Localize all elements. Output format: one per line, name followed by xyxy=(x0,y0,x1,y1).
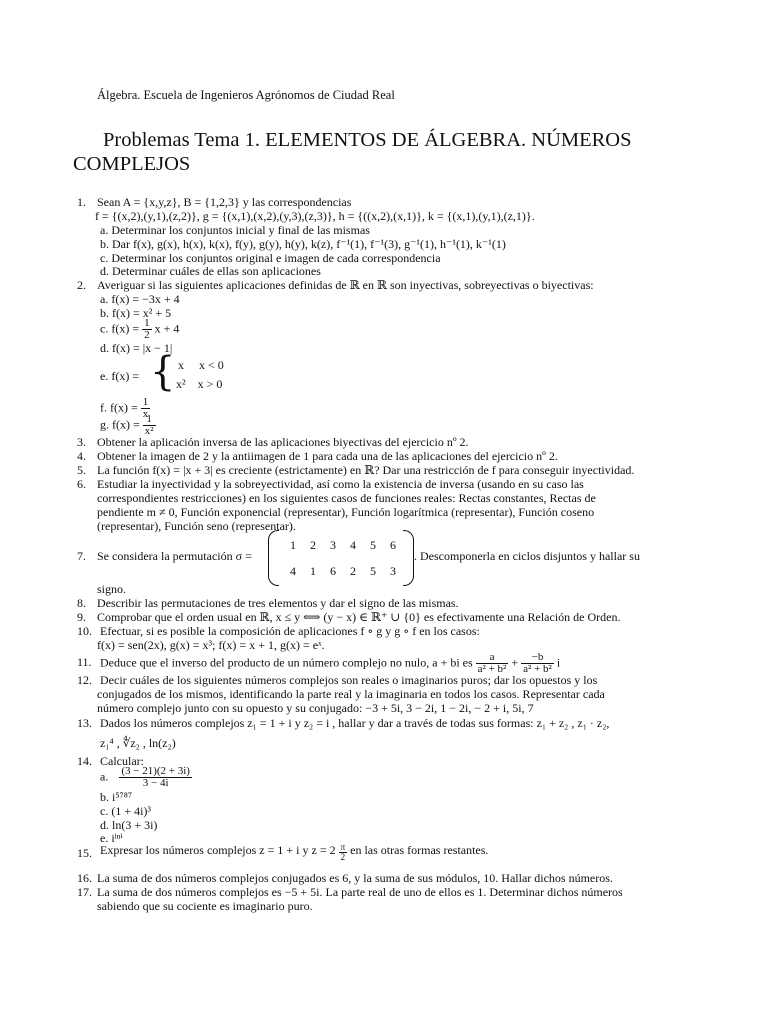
left-brace-icon: { xyxy=(150,349,176,395)
problem-6-line-1: Estudiar la inyectividad y la sobreyectividad, así como la existencia de inversa (usando en su caso las xyxy=(97,477,584,491)
problem-2-g: g. f(x) = $\frac{1}{\text{x²}}$ xyxy=(100,413,154,437)
title-line-2: COMPLEJOS xyxy=(73,153,191,175)
fraction: $\frac{a}{\text{a² + b²}}$ xyxy=(477,651,507,675)
problem-11-number: 11. xyxy=(77,655,92,669)
fraction: $\frac{1}{2}$ xyxy=(144,317,150,341)
problem-12-line-2: conjugados de los mismos, identificando la parte real y la imaginaria en todos los casos. Representar cada xyxy=(97,687,605,701)
problem-4-text: Obtener la imagen de 2 y la antiimagen de 1 para cada una de las aplicaciones del ejercicio nº 2. xyxy=(97,449,558,463)
problem-8-number: 8. xyxy=(77,596,86,610)
problem-2-c: c. f(x) = $\frac{1}{2}$ x + 4 xyxy=(100,317,180,341)
problem-3-text: Obtener la aplicación inversa de las aplicaciones biyectivas del ejercicio nº 2. xyxy=(97,435,469,449)
problem-10-text: Efectuar, si es posible la composición de aplicaciones f ∘ g y g ∘ f en los casos: xyxy=(100,624,480,638)
problem-4-number: 4. xyxy=(77,449,86,463)
problem-9-number: 9. xyxy=(77,610,86,624)
problem-17-line-2: sabiendo que su cociente es imaginario puro. xyxy=(97,899,313,913)
problem-7-number: 7. xyxy=(77,549,86,563)
problem-14-e: e. iˡⁿⁱ xyxy=(100,831,123,845)
problem-7-post: . Descomponerla en ciclos disjuntos y hallar su xyxy=(414,549,640,563)
piecewise-case-2: x² x > 0 xyxy=(176,377,223,391)
piecewise-function xyxy=(150,349,240,396)
problem-1-number: 1. xyxy=(77,195,86,209)
permutation-matrix xyxy=(268,530,414,584)
problem-14-c: c. (1 + 4i)³ xyxy=(100,804,152,818)
problem-2-d: d. f(x) = |x − 1| xyxy=(100,341,173,355)
problem-13-number: 13. xyxy=(77,716,92,730)
problem-15-number: 15. xyxy=(77,846,92,860)
problem-1-b: b. Dar f(x), g(x), h(x), k(x), f(y), g(y), h(y), k(z), f⁻¹(1), f⁻¹(3), g⁻¹(1), h⁻¹(1), k⁻¹(1) xyxy=(100,237,506,251)
problem-16-text: La suma de dos números complejos conjugados es 6, y la suma de sus módulos, 10. Hallar dichos números. xyxy=(97,871,613,885)
problem-2-intro: Averiguar si las siguientes aplicaciones definidas de ℝ en ℝ son inyectivas, sobreyectivas o biyectivas: xyxy=(97,278,594,292)
permutation-row-1: 1 2 3 4 5 6 xyxy=(290,538,397,552)
fraction: $\frac{-b}{\text{a² + b²}}$ xyxy=(523,651,552,675)
problem-1-intro: Sean A = {x,y,z}, B = {1,2,3} y las correspondencias xyxy=(97,195,352,209)
title-line-1: Problemas Tema 1. ELEMENTOS DE ÁLGEBRA. NÚMEROS xyxy=(103,129,632,151)
page-title xyxy=(73,128,713,176)
problem-17-line-1: La suma de dos números complejos es −5 + 5i. La parte real de uno de ellos es 1. Determinar dichos números xyxy=(97,885,623,899)
problem-6-number: 6. xyxy=(77,477,86,491)
fraction: $\frac{1}{x}$ xyxy=(142,396,149,420)
fraction: $\frac{1}{\text{x²}}$ xyxy=(144,413,154,437)
fraction: $\frac{(3 - 21)(2 + 3i)}{3 - 4i}$ xyxy=(121,765,190,789)
problem-6-line-4: (representar), Función seno (representar). xyxy=(97,519,296,533)
problem-1-a: a. Determinar los conjuntos inicial y final de las mismas xyxy=(100,223,370,237)
problem-9-text: Comprobar que el orden usual en ℝ, x ≤ y ⟺ (y − x) ∈ ℝ⁺ ∪ {0} es efectivamente una Relación de Orden. xyxy=(97,610,621,624)
piecewise-case-1: x x < 0 xyxy=(178,358,224,372)
problem-15-text: Expresar los números complejos z = 1 + i y z = 2 $\frac{\pi}{2}$ en las otras formas restantes. xyxy=(100,842,489,862)
problem-14-number: 14. xyxy=(77,754,92,768)
problem-12-line-1: Decir cuáles de los siguientes números complejos son reales o imaginarios puros; dar los opuestos y los xyxy=(100,673,598,687)
right-paren-icon xyxy=(403,530,414,586)
problem-11-text: Deduce que el inverso del producto de un número complejo no nulo, a + bi es $\frac{a}{\text{a² + b²}}$ + $\frac{-b}{\text{a² + b²}}$ i xyxy=(100,651,561,675)
problem-13-line-1: Dados los números complejos z₁ = 1 + i y z₂ = i , hallar y dar a través de todas sus formas: z₁ + z₂ , z₁ · z₂, xyxy=(100,716,610,730)
problem-12-number: 12. xyxy=(77,673,92,687)
problem-10-number: 10. xyxy=(77,624,92,638)
problem-3-number: 3. xyxy=(77,435,86,449)
problem-2-e: e. f(x) = xyxy=(100,369,140,383)
problem-13-line-2: z₁⁴ , ∜z₂ , ln(z₂) xyxy=(100,736,176,750)
problem-1-d: d. Determinar cuáles de ellas son aplicaciones xyxy=(100,264,321,278)
problem-2-a: a. f(x) = −3x + 4 xyxy=(100,292,180,306)
problem-10-line-2: f(x) = sen(2x), g(x) = x³; f(x) = x + 1, g(x) = eˣ. xyxy=(97,638,325,652)
problem-14-intro: Calcular: xyxy=(100,754,144,768)
left-paren-icon xyxy=(268,530,279,586)
problem-2-f: f. f(x) = $\frac{1}{x}$ xyxy=(100,396,149,420)
problem-14-d: d. ln(3 + 3i) xyxy=(100,818,158,832)
document-header: Álgebra. Escuela de Ingenieros Agrónomos de Ciudad Real xyxy=(97,88,395,102)
problem-14-a: a. $\frac{(3 - 21)(2 + 3i)}{3 - 4i}$ xyxy=(100,765,190,789)
problem-12-line-3: número complejo junto con su opuesto y su conjugado: −3 + 5i, 3 − 2i, 1 − 2i, − 2 + i, 5i, 7 xyxy=(97,701,534,715)
permutation-row-2: 4 1 6 2 5 3 xyxy=(290,564,397,578)
problem-2-number: 2. xyxy=(77,278,86,292)
problem-1-c: c. Determinar los conjuntos original e imagen de cada correspondencia xyxy=(100,251,441,265)
problem-6-line-2: correspondientes restricciones) en los siguientes casos de funciones reales: Rectas constantes, Rectas de xyxy=(97,491,596,505)
problem-2-b: b. f(x) = x² + 5 xyxy=(100,306,172,320)
problem-6-line-3: pendiente m ≠ 0, Función exponencial (representar), Función logarítmica (representar), Función coseno xyxy=(97,505,595,519)
problem-8-text: Describir las permutaciones de tres elementos y dar el signo de las mismas. xyxy=(97,596,459,610)
problem-14-b: b. i⁵⁷⁸⁷ xyxy=(100,790,133,804)
problem-1-definitions: f = {(x,2),(y,1),(z,2)}, g = {(x,1),(x,2),(y,3),(z,3)}, h = {((x,2),(x,1)}, k = {(x,1),(y,1),(z,1)}. xyxy=(95,209,535,223)
problem-17-number: 17. xyxy=(77,885,92,899)
fraction: $\frac{\pi}{2}$ xyxy=(340,842,346,862)
problem-7-pre: Se considera la permutación σ = xyxy=(97,549,252,563)
problem-5-text: La función f(x) = |x + 3| es creciente (estrictamente) en ℝ? Dar una restricción de f para conseguir inyectividad. xyxy=(97,463,635,477)
problem-16-number: 16. xyxy=(77,871,92,885)
problem-5-number: 5. xyxy=(77,463,86,477)
problem-7-line-2: signo. xyxy=(97,582,127,596)
